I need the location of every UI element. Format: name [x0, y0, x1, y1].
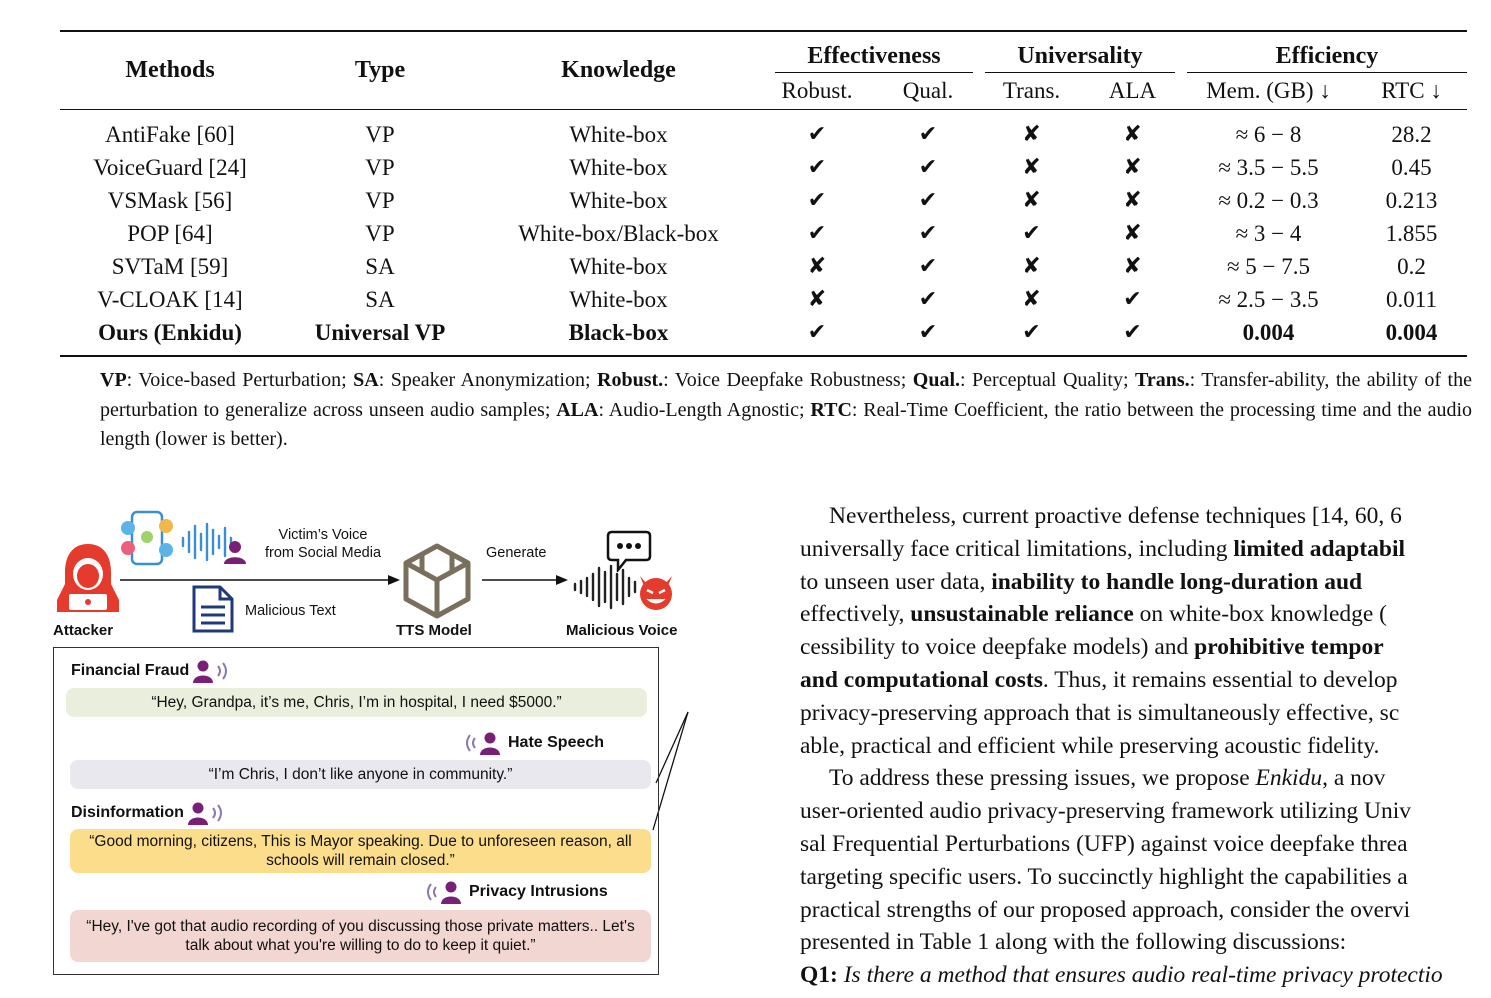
- text-line: [800, 795, 1491, 828]
- text-segment: unsustainable reliance: [910, 601, 1134, 628]
- cell-ala: ✘: [1123, 221, 1142, 246]
- text-segment: practical strengths of our proposed approach, consider the overvi: [800, 896, 1411, 923]
- subheader-robust: Robust.: [781, 78, 853, 103]
- text-line: [800, 533, 1491, 566]
- paragraph-2: [800, 762, 1491, 959]
- text-line: [800, 697, 1491, 730]
- header-group-universality: Universality: [979, 31, 1181, 73]
- cell-knowledge: Black-box: [568, 319, 669, 345]
- header-type: Type: [280, 31, 480, 110]
- table-notes: [100, 366, 1472, 455]
- note-term: Trans.: [1134, 369, 1190, 391]
- text-line: [800, 566, 1491, 599]
- subheader-mem: Mem. (GB) ↓: [1206, 78, 1331, 103]
- body-text: [800, 500, 1491, 992]
- cell-trans: ✘: [1022, 188, 1041, 213]
- table-row: [60, 217, 1467, 250]
- cell-method: V-CLOAK [14]: [97, 286, 243, 312]
- cell-type: VP: [365, 154, 395, 180]
- text-line: [800, 500, 1491, 533]
- cell-rtc: 0.2: [1397, 253, 1426, 279]
- victim-voice-label: Victim’s Voice from Social Media: [264, 527, 382, 561]
- table-row: [60, 151, 1467, 184]
- cell-knowledge: White-box: [569, 286, 668, 312]
- cell-method: VoiceGuard [24]: [93, 154, 247, 180]
- note-definition: : Transfer-ability, the ability of the perturbation to generalize across unseen audio samples;: [100, 369, 1472, 421]
- text-line: [800, 598, 1491, 631]
- speaking-person-icon: [193, 659, 233, 683]
- text-segment: Nevertheless, current proactive defense techniques [14, 60, 6: [829, 503, 1402, 529]
- text-segment: , a nov: [1322, 765, 1386, 792]
- quote-hate-speech: “I’m Chris, I don’t like anyone in community.”: [70, 760, 651, 789]
- paragraph-1: [800, 500, 1491, 762]
- scenario-panel: [53, 647, 659, 975]
- text-segment: . Thus, it remains essential to develop: [1042, 666, 1398, 693]
- text-line: [800, 631, 1491, 664]
- cell-rtc: 0.004: [1385, 319, 1438, 345]
- text-segment: prohibitive tempor: [1194, 634, 1384, 661]
- cell-ala: ✘: [1123, 122, 1142, 147]
- text-line: [800, 894, 1491, 927]
- cell-qual: ✔: [918, 155, 938, 180]
- note-term: ALA: [556, 398, 599, 421]
- note-term: Qual.: [912, 369, 961, 391]
- note-definition: : Voice Deepfake Robustness;: [663, 369, 913, 391]
- subheader-rtc: RTC ↓: [1381, 78, 1442, 103]
- note-definition: : Perceptual Quality;: [960, 369, 1135, 391]
- table-row: [60, 316, 1467, 356]
- text-segment: presented in Table 1 along with the following discussions:: [800, 929, 1347, 956]
- cell-type: SA: [365, 253, 395, 279]
- cell-qual: ✔: [918, 221, 938, 246]
- cell-rtc: 28.2: [1391, 121, 1432, 147]
- cell-method: AntiFake [60]: [105, 121, 235, 147]
- note-definition: : Voice-based Perturbation;: [126, 369, 354, 391]
- subheader-qual: Qual.: [902, 78, 954, 103]
- cell-method: Ours (Enkidu): [98, 319, 242, 345]
- cell-knowledge: White-box: [569, 187, 668, 213]
- header-group-effectiveness: Effectiveness: [757, 31, 979, 73]
- malicious-text-label: Malicious Text: [245, 603, 336, 619]
- text-line: [800, 730, 1491, 763]
- cell-mem: ≈ 3.5 − 5.5: [1218, 154, 1319, 180]
- subheader-ala: ALA: [1108, 78, 1157, 103]
- cell-type: SA: [365, 286, 395, 312]
- cell-ala: ✘: [1123, 254, 1142, 279]
- cell-qual: ✔: [918, 188, 938, 213]
- attacker-label: Attacker: [53, 622, 114, 639]
- text-segment: targeting specific users. To succinctly highlight the capabilities a: [800, 863, 1408, 890]
- generate-label: Generate: [486, 545, 547, 561]
- note-definition: : Audio-Length Agnostic;: [598, 398, 811, 421]
- cell-method: VSMask [56]: [107, 187, 233, 213]
- cell-rtc: 0.45: [1391, 154, 1432, 180]
- header-group-efficiency: Efficiency: [1181, 31, 1467, 73]
- tts-label: TTS Model: [396, 622, 472, 639]
- cell-robust: ✘: [807, 254, 827, 279]
- text-line: [800, 762, 1491, 795]
- text-segment: universally face critical limitations, including: [800, 535, 1234, 562]
- cell-qual: ✔: [918, 122, 938, 147]
- devil-icon: [636, 572, 676, 612]
- cell-knowledge: White-box: [569, 154, 668, 180]
- text-segment: inability to handle long-duration aud: [991, 568, 1363, 595]
- text-line: [800, 664, 1491, 697]
- cell-mem: ≈ 2.5 − 3.5: [1218, 286, 1319, 312]
- text-segment: Enkidu: [1255, 765, 1323, 792]
- cell-robust: ✔: [807, 320, 827, 345]
- category-disinformation: Disinformation: [71, 801, 228, 825]
- category-privacy-intrusions: Privacy Intrusions: [421, 880, 608, 904]
- text-segment: able, practical and efficient while preserving acoustic fidelity.: [800, 732, 1380, 759]
- threat-figure: [40, 500, 740, 990]
- tts-model-icon: [402, 542, 472, 620]
- category-financial-fraud: Financial Fraud: [71, 659, 233, 683]
- cell-ala: ✔: [1123, 320, 1142, 345]
- table-row: [60, 184, 1467, 217]
- cell-robust: ✔: [807, 188, 827, 213]
- text-segment: and computational costs: [800, 666, 1043, 693]
- text-segment: cessibility to voice deepfake models) and: [800, 634, 1195, 661]
- text-segment: To address these pressing issues, we propose: [829, 765, 1256, 792]
- note-definition: : Speaker Anonymization;: [378, 369, 598, 391]
- note-term: RTC: [810, 398, 852, 421]
- cell-knowledge: White-box: [569, 253, 668, 279]
- table-body: [60, 110, 1467, 357]
- comparison-table-wrapper: [60, 30, 1467, 357]
- comparison-table: [60, 30, 1467, 357]
- cell-method: POP [64]: [127, 220, 213, 246]
- cell-robust: ✔: [807, 122, 827, 147]
- header-methods: Methods: [60, 31, 280, 110]
- cell-method: SVTaM [59]: [111, 253, 229, 279]
- cell-trans: ✔: [1022, 221, 1041, 246]
- note-definition: : Real-Time Coefficient, the ratio between the processing time and the audio length (lower is better).: [100, 398, 1473, 450]
- text-segment: effectively,: [800, 601, 911, 628]
- cell-mem: ≈ 5 − 7.5: [1226, 253, 1311, 279]
- cell-robust: ✔: [807, 221, 827, 246]
- subheader-trans: Trans.: [1002, 78, 1061, 103]
- cell-rtc: 1.855: [1385, 220, 1438, 246]
- cell-rtc: 0.213: [1385, 187, 1438, 213]
- text-segment: privacy-preserving approach that is simultaneously effective, sc: [800, 699, 1400, 726]
- quote-disinformation: “Good morning, citizens, This is Mayor speaking. Due to unforeseen reason, all schools will remain closed.”: [70, 829, 651, 873]
- cell-ala: ✘: [1123, 155, 1142, 180]
- text-line: [800, 828, 1491, 861]
- speaking-person-icon: [460, 731, 504, 755]
- speaking-person-icon: [421, 880, 465, 904]
- cell-ala: ✘: [1123, 188, 1142, 213]
- note-term: Robust.: [597, 369, 664, 391]
- text-segment: sal Frequential Perturbations (UFP) against voice deepfake threa: [800, 830, 1408, 857]
- cell-qual: ✔: [918, 254, 938, 279]
- text-segment: user-oriented audio privacy-preserving framework utilizing Univ: [800, 798, 1411, 825]
- text-segment: limited adaptabil: [1233, 535, 1406, 562]
- speaking-person-icon: [188, 801, 228, 825]
- cell-trans: ✘: [1022, 254, 1041, 279]
- malicious-waveform-icon: [572, 564, 642, 610]
- quote-privacy-intrusions: “Hey, I've got that audio recording of you discussing those private matters.. Let's talk about what you're willing to do to keep it quiet.”: [70, 910, 651, 962]
- header-knowledge: Knowledge: [480, 31, 757, 110]
- cell-robust: ✘: [807, 287, 827, 312]
- cell-qual: ✔: [918, 287, 938, 312]
- cell-qual: ✔: [918, 320, 938, 345]
- text-line: [800, 926, 1491, 959]
- question-q1: Q1: Is there a method that ensures audio real-time privacy protectio: [800, 962, 1443, 989]
- cell-trans: ✔: [1022, 320, 1041, 345]
- cell-mem: ≈ 3 − 4: [1235, 220, 1302, 246]
- cell-trans: ✘: [1022, 122, 1041, 147]
- note-term: VP: [100, 369, 127, 391]
- cell-rtc: 0.011: [1386, 286, 1437, 312]
- cell-type: Universal VP: [314, 319, 446, 345]
- text-segment: on white-box knowledge (: [1133, 601, 1388, 628]
- cell-ala: ✔: [1123, 287, 1142, 312]
- category-hate-speech: Hate Speech: [460, 731, 604, 755]
- text-segment: to unseen user data,: [800, 568, 992, 595]
- cell-type: VP: [365, 220, 395, 246]
- cell-type: VP: [365, 187, 395, 213]
- table-row: [60, 250, 1467, 283]
- note-term: SA: [353, 369, 379, 391]
- cell-trans: ✘: [1022, 155, 1041, 180]
- cell-mem: ≈ 6 − 8: [1235, 121, 1302, 147]
- malicious-voice-label: Malicious Voice: [566, 622, 678, 639]
- cell-trans: ✘: [1022, 287, 1041, 312]
- cell-mem: 0.004: [1242, 319, 1295, 345]
- table-row: [60, 110, 1467, 152]
- cell-type: VP: [365, 121, 395, 147]
- cell-knowledge: White-box: [569, 121, 668, 147]
- cell-knowledge: White-box/Black-box: [518, 220, 719, 246]
- cell-mem: ≈ 0.2 − 0.3: [1218, 187, 1319, 213]
- quote-financial-fraud: “Hey, Grandpa, it’s me, Chris, I’m in hospital, I need $5000.”: [66, 688, 647, 717]
- cell-robust: ✔: [807, 155, 827, 180]
- text-line: [800, 861, 1491, 894]
- table-row: [60, 283, 1467, 316]
